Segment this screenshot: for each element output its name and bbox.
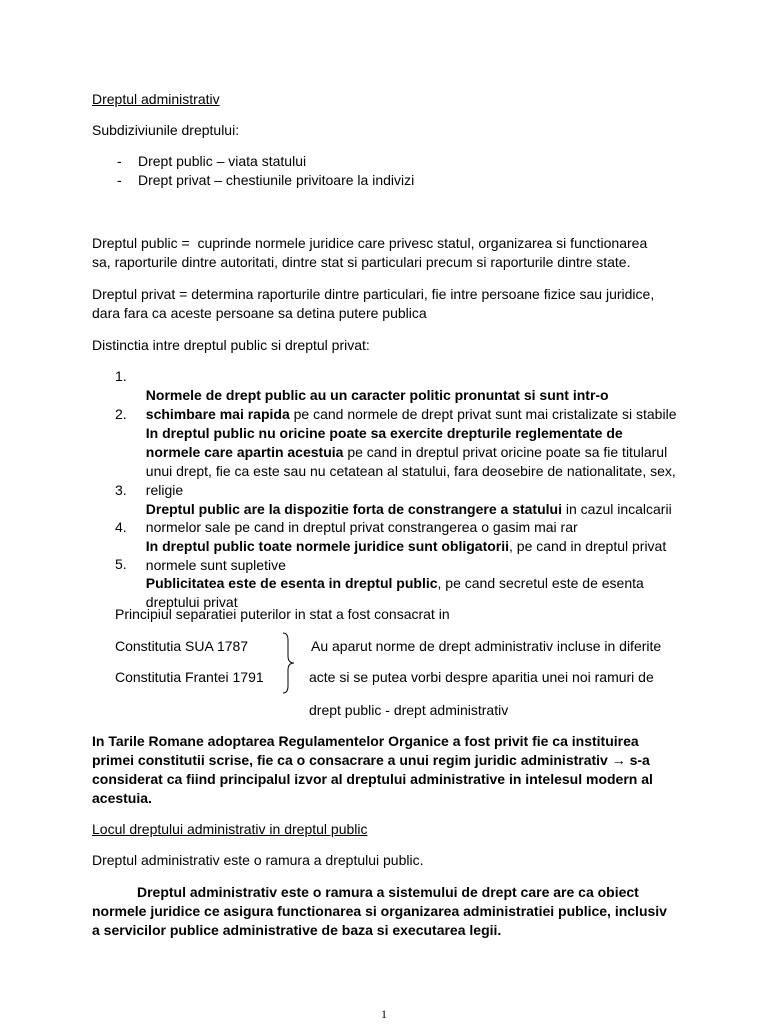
list-item-line bbox=[138, 462, 184, 498]
list-item-bold: Dreptul public are la dispozitie forta de constrangere a statului bbox=[145, 501, 562, 517]
separation-note-line: Au aparut norme de drept administrativ incluse in diferite bbox=[311, 638, 662, 654]
curly-brace-icon bbox=[280, 632, 296, 694]
list-item-text: , pe cand secretul este de esenta bbox=[437, 575, 644, 591]
list-item-line bbox=[138, 386, 677, 422]
list-item-line bbox=[138, 443, 676, 479]
definition-line: a servicilor publice administrative de baza si executarea legii. bbox=[92, 922, 502, 938]
list-item-bold: Publicitatea este de esenta in dreptul public bbox=[145, 575, 438, 591]
list-item-bold: In dreptul public nu oricine poate sa exercite drepturile reglementate de bbox=[145, 425, 623, 441]
list-item-line bbox=[138, 537, 286, 573]
list-item-text: pe cand in dreptul privat oricine poate sa fie titularul bbox=[343, 444, 668, 460]
list-item-bold: schimbare mai rapida bbox=[145, 406, 290, 422]
bullet-item-public: Drept public – viata statului bbox=[138, 153, 307, 169]
list-item-bold: In dreptul public toate normele juridice sunt obligatorii bbox=[145, 538, 510, 554]
list-item-text: , pe cand in dreptul privat bbox=[509, 538, 667, 554]
bullet-item-private: Drept privat – chestiunile privitoare la indivizi bbox=[138, 172, 415, 188]
list-number: 2. bbox=[115, 406, 127, 422]
public-definition-line: Dreptul public = cuprinde normele juridice care privesc statul, organizarea si functionarea bbox=[92, 235, 648, 251]
public-definition-line: sa, raporturile dintre autoritati, dintre stat si particulari precum si raporturile dintre state. bbox=[92, 254, 631, 270]
list-item-text: normelor sale pe cand in dreptul privat constrangerea o gasim mai rar bbox=[145, 519, 578, 535]
bullet-marker: - bbox=[117, 172, 122, 188]
list-item-line bbox=[138, 481, 672, 517]
private-definition-line: dara fara ca aceste persoane sa detina putere publica bbox=[92, 305, 427, 321]
list-number: 3. bbox=[115, 482, 127, 498]
romanian-lands-line: acestuia. bbox=[92, 790, 152, 806]
list-item-text: pe cand normele de drept privat sunt mai cristalizate si stabile bbox=[289, 406, 677, 422]
list-item-text: normele sunt supletive bbox=[145, 557, 286, 573]
romanian-lands-line: In Tarile Romane adoptarea Regulamentelor Organice a fost privit fie ca instituirea bbox=[92, 733, 639, 749]
list-number: 1. bbox=[115, 368, 127, 384]
list-number: 4. bbox=[115, 519, 127, 535]
constitution-usa: Constitutia SUA 1787 bbox=[115, 638, 249, 654]
list-item-text: unui drept, fie ca este sau nu cetatean al statului, fara deosebire de nationalitate, sex, bbox=[145, 463, 676, 479]
place-text: Dreptul administrativ este o ramura a dreptului public. bbox=[92, 852, 424, 868]
constitution-france: Constitutia Frantei 1791 bbox=[115, 669, 264, 685]
page-number: 1 bbox=[381, 1007, 387, 1021]
document-title: Dreptul administrativ bbox=[92, 91, 220, 107]
list-item-line bbox=[138, 555, 644, 591]
romanian-lands-line: primei constitutii scrise, fie ca o consacrare a unui regim juridic administrativ → s-a bbox=[92, 752, 650, 768]
separation-intro: Principiul separatiei puterilor in stat a fost consacrat in bbox=[115, 606, 450, 622]
list-item-line bbox=[138, 574, 238, 610]
definition-line: normele juridice ce asigura functionarea si organizarea administratiei publice, inclusiv bbox=[92, 903, 667, 919]
list-item-text: dreptului privat bbox=[145, 594, 238, 610]
separation-note-line: acte si se putea vorbi despre aparitia unei noi ramuri de bbox=[309, 669, 654, 685]
definition-line: Dreptul administrativ este o ramura a sistemului de drept care are ca obiect bbox=[137, 884, 639, 900]
list-item-line bbox=[138, 367, 609, 403]
list-item-bold: Normele de drept public au un caracter politic pronuntat si sunt intr-o bbox=[145, 387, 609, 403]
distinction-heading: Distinctia intre dreptul public si dreptul privat: bbox=[92, 337, 370, 353]
place-heading: Locul dreptului administrativ in dreptul public bbox=[92, 821, 368, 837]
list-item-line bbox=[138, 405, 623, 441]
list-item-line bbox=[138, 518, 667, 554]
list-item-line bbox=[138, 499, 578, 535]
subdivisions-heading: Subdiziviunile dreptului: bbox=[92, 122, 240, 138]
list-item-text: religie bbox=[145, 482, 184, 498]
private-definition-line: Dreptul privat = determina raporturile dintre particulari, fie intre persoane fizice sau juridice, bbox=[92, 286, 655, 302]
bullet-marker: - bbox=[117, 153, 122, 169]
separation-note-line: drept public - drept administrativ bbox=[309, 702, 509, 718]
romanian-lands-line: considerat ca fiind principalul izvor al dreptului administrative in intelesul modern al bbox=[92, 771, 653, 787]
list-item-text: in cazul incalcarii bbox=[561, 501, 672, 517]
list-item-bold: normele care apartin acestuia bbox=[145, 444, 344, 460]
list-number: 5. bbox=[115, 556, 127, 572]
list-item-line bbox=[138, 424, 668, 460]
